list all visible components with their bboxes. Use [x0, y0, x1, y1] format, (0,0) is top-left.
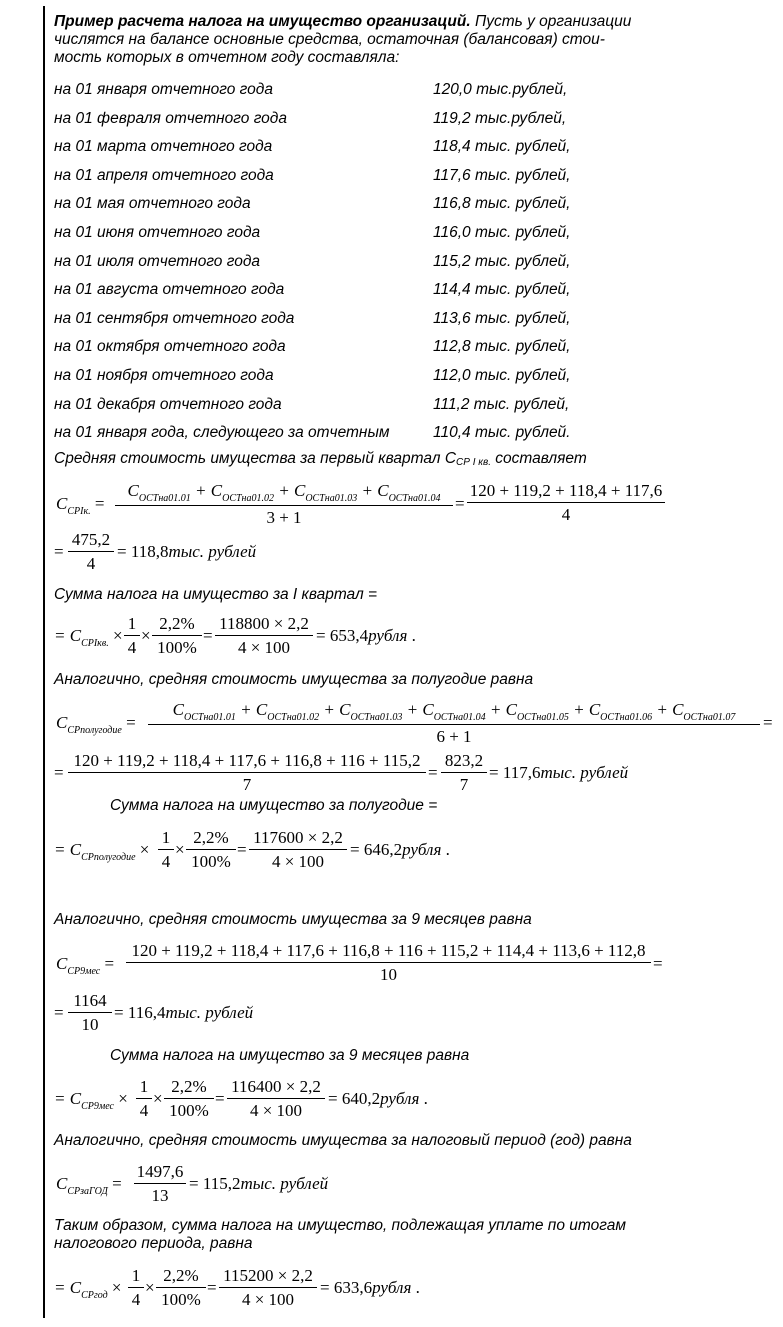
fraction-bar	[467, 502, 665, 503]
m9-tax-lhs: = $C_{CP9мес}$ ×	[54, 1089, 128, 1112]
m9-heading: Аналогично, средняя стоимость имущества за 9 месяцев равна	[54, 911, 532, 928]
year-result-unit: тыс. рублей	[240, 1174, 329, 1193]
balance-value: 118,4 тыс. рублей,	[433, 138, 571, 156]
numerator-term: + C	[406, 700, 434, 719]
balance-value: 116,0 тыс. рублей,	[433, 224, 571, 241]
q1-result-denominator: 4	[86, 554, 96, 573]
h1-tax-result-unit: рубля	[402, 840, 442, 859]
equals-sign: =	[763, 713, 773, 732]
left-margin-rule	[43, 6, 45, 1318]
m9-tax-lhs-sub: CP9мес	[81, 1101, 114, 1112]
balance-date: на 01 января отчетного года	[54, 81, 273, 98]
q1-tax-result-value: = 653,4	[316, 626, 369, 645]
m9-tax-result-value: = 640,2	[328, 1089, 381, 1108]
final-result-value: = 633,6	[320, 1278, 373, 1297]
numerator-term-sub: OCTна01.06	[600, 712, 653, 723]
final-f1-num: 1	[131, 1266, 141, 1285]
balance-value: 119,2 тыс.рублей,	[433, 109, 567, 127]
final-result	[320, 1278, 420, 1298]
m9-tax-lhs-symbol: = C	[54, 1089, 82, 1108]
q1-tax-f1-den: 4	[127, 638, 137, 657]
numerator-term: + C	[278, 481, 306, 500]
q1-lhs	[56, 494, 104, 517]
fraction-bar	[152, 635, 202, 636]
balance-value: 110,4 тыс. рублей.	[433, 424, 571, 442]
q1-value-fraction	[467, 481, 665, 525]
q1-heading-symbol: С	[444, 450, 457, 467]
balance-date: на 01 ноября отчетного года	[54, 367, 274, 384]
equals-sign: =	[126, 713, 136, 732]
numerator-term-sub: OCTна01.04	[388, 493, 441, 504]
q1-tax-f2-num: 2,2%	[159, 614, 195, 633]
numerator-term-sub: OCTна01.03	[305, 493, 358, 504]
q1-tax-f3-den: 4 × 100	[237, 638, 291, 657]
balance-date: на 01 июля отчетного года	[54, 252, 261, 270]
final-heading-2: налогового периода, равна	[54, 1235, 253, 1252]
numerator-term-sub: OCTна01.03	[350, 712, 403, 723]
numerator-term: + C	[195, 481, 223, 500]
final-end: .	[415, 1278, 420, 1297]
balance-value: 116,8 тыс. рублей,	[433, 195, 571, 213]
m9-result-unit: тыс. рублей	[165, 1003, 254, 1022]
equals-sign: =	[207, 1278, 217, 1297]
h1-numerator	[148, 700, 760, 723]
intro-text-1: Пусть у организации	[474, 13, 632, 30]
times-sign: ×	[112, 626, 123, 645]
final-f1	[128, 1266, 144, 1310]
h1-tax-f3-den: 4 × 100	[271, 852, 325, 871]
numerator-term-sub: OCTна01.01	[138, 493, 191, 504]
numerator-term-sub: OCTна01.02	[222, 493, 275, 504]
equals-sign: =	[203, 626, 213, 645]
h1-tax-f1-num: 1	[161, 828, 171, 847]
h1-lhs-sub: CPполугодие	[67, 725, 122, 736]
q1-heading	[54, 450, 587, 470]
h1-value-numerator: 120 + 119,2 + 118,4 + 117,6 + 116,8 + 116 + 115,2	[73, 751, 421, 770]
q1-heading-end: составляет	[495, 450, 587, 467]
m9-tax-f2-num: 2,2%	[171, 1077, 207, 1096]
h1-tax-lhs-symbol: = C	[54, 840, 82, 859]
m9-tax-result-unit: рубля	[380, 1089, 420, 1108]
h1-symbolic-fraction	[148, 700, 760, 747]
intro-line-2: числятся на балансе основные средства, остаточная (балансовая) стои-	[54, 31, 605, 48]
q1-result-numerator: 475,2	[71, 530, 111, 549]
q1-equals-3: =	[54, 542, 64, 561]
h1-tax-result-value: = 646,2	[350, 840, 403, 859]
m9-result-denominator: 10	[81, 1015, 99, 1034]
q1-tax-f3-num: 118800 × 2,2	[219, 614, 309, 633]
equals-sign: =	[54, 1003, 64, 1022]
q1-tax-f2	[152, 614, 202, 658]
intro-line-3: мость которых в отчетном году составляла:	[54, 49, 400, 66]
balance-value: 115,2 тыс. рублей,	[433, 252, 571, 270]
final-f2	[156, 1266, 206, 1310]
fraction-bar	[134, 1183, 186, 1184]
numerator-term: + C	[489, 700, 517, 719]
equals-sign: =	[428, 763, 438, 782]
q1-symbolic-fraction	[115, 481, 453, 528]
numerator-term-sub: OCTна01.07	[683, 712, 736, 723]
times-sign: ×	[145, 1278, 155, 1297]
balance-value: 111,2 тыс. рублей,	[433, 395, 570, 413]
h1-result	[489, 763, 628, 783]
fraction-bar	[441, 772, 487, 773]
h1-denominator: 6 + 1	[436, 727, 472, 746]
q1-tax-f3	[215, 614, 313, 658]
fraction-bar	[115, 505, 453, 506]
h1-lhs	[56, 713, 136, 736]
numerator-term: + C	[573, 700, 601, 719]
final-lhs-sub: CPгод	[81, 1290, 108, 1301]
fraction-bar	[68, 772, 426, 773]
q1-lhs-sub: CPIк.	[67, 506, 91, 517]
fraction-bar	[128, 1287, 144, 1288]
equals-sign: =	[104, 954, 115, 973]
q1-result-unit: тыс. рублей	[168, 542, 257, 561]
q1-tax-f1	[124, 614, 140, 658]
h1-tax-f2-den: 100%	[191, 852, 231, 871]
q1-tax-heading: Сумма налога на имущество за I квартал =	[54, 586, 378, 603]
equals-sign: =	[237, 840, 247, 859]
year-result-value: = 115,2	[189, 1174, 241, 1193]
m9-tax-heading: Сумма налога на имущество за 9 месяцев равна	[110, 1047, 470, 1064]
m9-result-value: = 116,4	[114, 1003, 166, 1022]
q1-heading-symbol-sub: СР I кв.	[456, 457, 491, 468]
h1-result-value: = 117,6	[489, 763, 541, 782]
h1-value-fraction	[68, 751, 426, 795]
numerator-term-sub: OCTна01.04	[433, 712, 486, 723]
final-lhs-symbol: = C	[54, 1278, 82, 1297]
m9-tax-f3-num: 116400 × 2,2	[231, 1077, 321, 1096]
q1-tax-lhs-sub: CPIкв.	[81, 638, 109, 649]
m9-tax-f1-den: 4	[139, 1101, 149, 1120]
final-lhs: = $C_{CPгод}$ ×	[54, 1278, 122, 1301]
q1-result-value: = 118,8	[117, 542, 169, 561]
m9-result-fraction	[68, 991, 112, 1035]
q1-tax-result	[316, 626, 416, 646]
fraction-bar	[136, 1098, 152, 1099]
year-lhs-sub: CPзаГОД	[67, 1186, 108, 1197]
m9-tax-f2-den: 100%	[169, 1101, 209, 1120]
q1-equals: =	[94, 494, 105, 513]
times-sign: ×	[141, 626, 151, 645]
m9-tax-end: .	[423, 1089, 428, 1108]
balance-date: на 01 декабря отчетного года	[54, 395, 282, 413]
year-result-fraction	[134, 1162, 186, 1206]
q1-result-fraction	[68, 530, 114, 574]
h1-tax-lhs: = $C_{CPполугодие}$ ×	[54, 840, 150, 863]
final-f2-den: 100%	[161, 1290, 201, 1309]
numerator-term: + C	[361, 481, 389, 500]
year-result	[189, 1174, 328, 1194]
m9-value-fraction	[126, 941, 651, 985]
final-f3	[219, 1266, 317, 1310]
fraction-bar	[68, 1012, 112, 1013]
balance-value: 120,0 тыс.рублей,	[433, 81, 568, 98]
h1-tax-f2	[186, 828, 236, 872]
balance-date: на 01 августа отчетного года	[54, 281, 285, 299]
h1-result-denominator: 7	[459, 775, 469, 794]
numerator-term-sub: OCTна01.05	[516, 712, 569, 723]
year-result-numerator: 1497,6	[136, 1162, 184, 1181]
h1-lhs-symbol: C	[56, 713, 68, 732]
numerator-term-sub: OCTна01.01	[184, 712, 236, 723]
intro-line-1	[54, 13, 631, 31]
times-sign: ×	[153, 1089, 163, 1108]
m9-tax-result	[328, 1089, 428, 1109]
m9-value-denominator: 10	[380, 965, 397, 984]
balance-date: на 01 октября отчетного года	[54, 338, 286, 356]
m9-lhs-sub: CP9мес	[67, 966, 101, 977]
fraction-bar	[148, 724, 760, 725]
year-heading: Аналогично, средняя стоимость имущества за налоговый период (год) равна	[54, 1132, 632, 1149]
m9-result-numerator: 1164	[73, 991, 107, 1010]
q1-tax-lhs-symbol: = C	[54, 626, 82, 645]
q1-numerator	[115, 481, 453, 504]
final-f2-num: 2,2%	[163, 1266, 199, 1285]
fraction-bar	[68, 551, 114, 552]
m9-tax-f3-den: 4 × 100	[249, 1101, 303, 1120]
m9-result	[114, 1003, 253, 1023]
m9-tax-f1-num: 1	[139, 1077, 149, 1096]
balance-value: 117,6 тыс. рублей,	[433, 166, 571, 184]
fraction-bar	[249, 849, 347, 850]
h1-result-unit: тыс. рублей	[540, 763, 629, 782]
final-f3-num: 115200 × 2,2	[223, 1266, 313, 1285]
q1-value-numerator: 120 + 119,2 + 118,4 + 117,6	[469, 481, 663, 500]
m9-lhs	[56, 954, 114, 977]
q1-value-denominator: 4	[561, 505, 571, 524]
h1-tax-f3-num: 117600 × 2,2	[253, 828, 343, 847]
final-f1-den: 4	[131, 1290, 141, 1309]
m9-tax-f2	[164, 1077, 214, 1121]
q1-tax-end: .	[411, 626, 416, 645]
balance-value: 114,4 тыс. рублей,	[433, 281, 571, 299]
h1-result-fraction	[441, 751, 487, 795]
fraction-bar	[158, 849, 174, 850]
equals-sign: =	[653, 954, 663, 973]
intro-title: Пример расчета налога на имущество организаций.	[54, 13, 471, 30]
fraction-bar	[186, 849, 236, 850]
m9-tax-f1	[136, 1077, 152, 1121]
balance-date: на 01 марта отчетного года	[54, 138, 273, 156]
balance-date: на 01 мая отчетного года	[54, 195, 251, 213]
q1-equals-2: =	[455, 494, 465, 513]
numerator-term: + C	[323, 700, 351, 719]
h1-tax-lhs-sub: CPполугодие	[81, 852, 136, 863]
year-lhs	[56, 1174, 122, 1197]
fraction-bar	[156, 1287, 206, 1288]
h1-tax-f2-num: 2,2%	[193, 828, 229, 847]
numerator-term: + C	[656, 700, 684, 719]
numerator-term: + C	[240, 700, 268, 719]
h1-tax-end: .	[445, 840, 450, 859]
final-f3-den: 4 × 100	[241, 1290, 295, 1309]
q1-lhs-symbol: C	[56, 494, 68, 513]
balance-date: на 01 февраля отчетного года	[54, 109, 287, 127]
h1-tax-f1	[158, 828, 174, 872]
balance-value: 112,0 тыс. рублей,	[433, 367, 571, 384]
balance-date: на 01 сентября отчетного года	[54, 309, 295, 327]
q1-tax-lhs	[54, 626, 123, 649]
q1-tax-result-unit: рубля	[368, 626, 408, 645]
h1-tax-f1-den: 4	[161, 852, 171, 871]
numerator-term: C	[127, 481, 139, 500]
equals-sign: =	[112, 1174, 122, 1193]
fraction-bar	[124, 635, 140, 636]
equals-sign: =	[54, 763, 64, 782]
h1-tax-f3	[249, 828, 347, 872]
numerator-term: C	[172, 700, 184, 719]
fraction-bar	[164, 1098, 214, 1099]
q1-tax-f1-num: 1	[127, 614, 137, 633]
times-sign: ×	[175, 840, 185, 859]
balance-value: 113,6 тыс. рублей,	[433, 309, 571, 327]
balance-date: на 01 апреля отчетного года	[54, 166, 274, 184]
fraction-bar	[219, 1287, 317, 1288]
final-heading-1: Таким образом, сумма налога на имущество, подлежащая уплате по итогам	[54, 1217, 626, 1234]
final-result-unit: рубля	[372, 1278, 412, 1297]
fraction-bar	[215, 635, 313, 636]
q1-heading-text: Средняя стоимость имущества за первый квартал	[54, 450, 441, 467]
fraction-bar	[227, 1098, 325, 1099]
year-lhs-symbol: C	[56, 1174, 68, 1193]
h1-heading: Аналогично, средняя стоимость имущества за полугодие равна	[54, 671, 534, 688]
balance-date: на 01 января года, следующего за отчетным	[54, 424, 390, 442]
h1-result-numerator: 823,2	[444, 751, 484, 770]
q1-result	[117, 542, 256, 562]
numerator-term-sub: OCTна01.02	[267, 712, 320, 723]
balance-value: 112,8 тыс. рублей,	[433, 338, 571, 356]
q1-denominator: 3 + 1	[266, 508, 302, 527]
equals-sign: =	[215, 1089, 225, 1108]
m9-value-numerator: 120 + 119,2 + 118,4 + 117,6 + 116,8 + 116 + 115,2 + 114,4 + 113,6 + 112,8	[131, 941, 646, 960]
h1-tax-result	[350, 840, 450, 860]
h1-tax-heading: Сумма налога на имущество за полугодие =	[110, 797, 438, 814]
q1-tax-f2-den: 100%	[157, 638, 197, 657]
fraction-bar	[126, 962, 651, 963]
m9-lhs-symbol: C	[56, 954, 68, 973]
balance-date: на 01 июня отчетного года	[54, 224, 261, 241]
m9-tax-f3	[227, 1077, 325, 1121]
h1-value-denominator: 7	[242, 775, 252, 794]
year-result-denominator: 13	[151, 1186, 169, 1205]
